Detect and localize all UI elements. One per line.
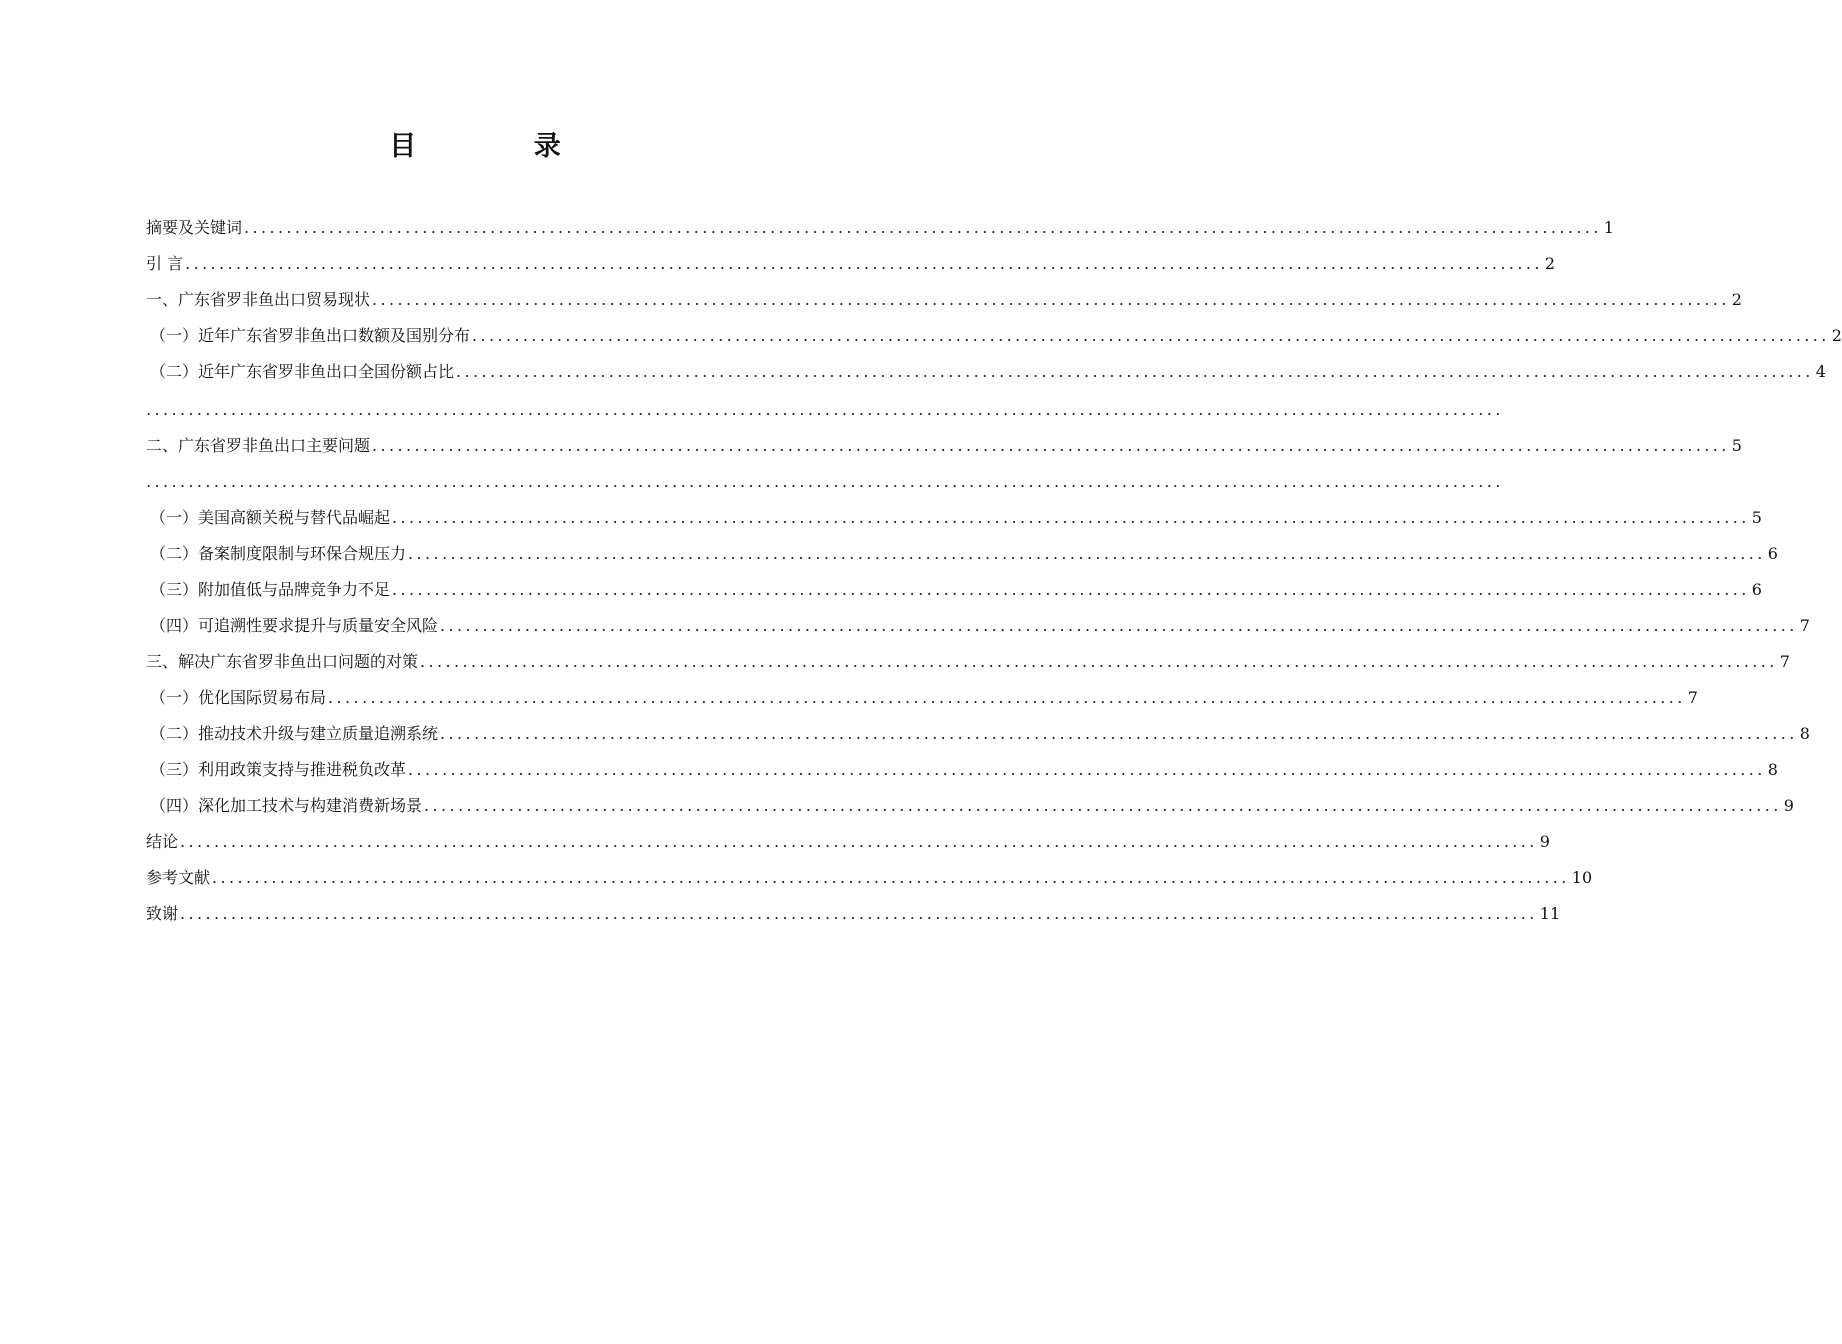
dot-leader: ................................................................................................................................................................: [472, 326, 1830, 345]
dot-leader: ................................................................................................................................................................: [392, 580, 1750, 599]
dot-leader: ................................................................................................................................................................: [212, 868, 1570, 887]
dot-leader: ................................................................................................................................................................: [180, 904, 1538, 923]
dot-leader: ................................................................................................................................................................: [244, 218, 1602, 237]
toc-entry[interactable]: [146, 252, 1556, 276]
dot-leader: ................................................................................................................................................................: [372, 290, 1730, 309]
toc-entry-label: （三）利用政策支持与推进税负改革: [150, 760, 407, 779]
dot-leader-line: ................................................................................................................................................................: [146, 400, 1504, 419]
toc-entry[interactable]: [146, 758, 1778, 782]
toc-entry-page: 5: [1751, 508, 1762, 527]
toc-entry-page: 10: [1571, 868, 1593, 887]
toc-entry[interactable]: [146, 288, 1742, 312]
toc-entry[interactable]: [146, 324, 1842, 348]
toc-entry-page: 8: [1799, 724, 1810, 743]
toc-entry[interactable]: [146, 794, 1794, 818]
dot-leader: ................................................................................................................................................................: [440, 616, 1798, 635]
toc-entry-label: 摘要及关键词: [146, 218, 243, 237]
toc-entry[interactable]: [146, 506, 1762, 530]
toc-entry[interactable]: [146, 686, 1698, 710]
toc-entry-page: 11: [1539, 904, 1561, 923]
toc-entry[interactable]: [146, 578, 1762, 602]
dot-leader: ................................................................................................................................................................: [372, 436, 1730, 455]
dot-leader: ................................................................................................................................................................: [408, 760, 1766, 779]
toc-entry-page: 7: [1779, 652, 1790, 671]
toc-entry-label: （三）附加值低与品牌竞争力不足: [150, 580, 391, 599]
toc-entry-label: 致谢: [146, 904, 179, 923]
page-title: 目 录: [389, 131, 615, 162]
toc-entry-label: （四）深化加工技术与构建消费新场景: [150, 796, 423, 815]
toc-entry[interactable]: [146, 614, 1810, 638]
toc-entry-page: 9: [1783, 796, 1794, 815]
toc-entry-label: 引 言: [146, 254, 184, 273]
toc-entry-page: 7: [1799, 616, 1810, 635]
toc-entry-page: 5: [1731, 436, 1742, 455]
dot-leader: ................................................................................................................................................................: [456, 362, 1814, 381]
toc-entry[interactable]: [146, 542, 1778, 566]
toc-entry[interactable]: [146, 830, 1550, 854]
toc-entry-page: 1: [1603, 218, 1614, 237]
toc-entry-label: 参考文献: [146, 868, 211, 887]
dot-leader: ................................................................................................................................................................: [180, 832, 1538, 851]
dot-leader: ................................................................................................................................................................: [392, 508, 1750, 527]
toc-entry[interactable]: [146, 434, 1742, 458]
toc-entry-label: （一）近年广东省罗非鱼出口数额及国别分布: [150, 326, 471, 345]
toc-entry-label: （四）可追溯性要求提升与质量安全风险: [150, 616, 439, 635]
toc-entry-page: 2: [1544, 254, 1556, 273]
toc-entry-label: （一）优化国际贸易布局: [150, 688, 327, 707]
dot-leader: ................................................................................................................................................................: [185, 254, 1543, 273]
toc-entry-page: 8: [1767, 760, 1778, 779]
toc-entry-label: 二、广东省罗非鱼出口主要问题: [146, 436, 371, 455]
dot-leader-line: ................................................................................................................................................................: [146, 472, 1504, 491]
toc-entry[interactable]: [146, 722, 1810, 746]
toc-entry-label: （一）美国高额关税与替代品崛起: [150, 508, 391, 527]
toc-entry[interactable]: [146, 650, 1790, 674]
toc-entry[interactable]: [146, 216, 1614, 240]
dot-leader: ................................................................................................................................................................: [328, 688, 1686, 707]
toc-entry[interactable]: [146, 360, 1826, 384]
dot-leader: ................................................................................................................................................................: [408, 544, 1766, 563]
toc-entry-label: 一、广东省罗非鱼出口贸易现状: [146, 290, 371, 309]
toc-entry[interactable]: [146, 902, 1561, 926]
dot-leader: ................................................................................................................................................................: [420, 652, 1778, 671]
toc-entry-page: 2: [1731, 290, 1742, 309]
toc-entry[interactable]: [146, 866, 1593, 890]
dot-leader: ................................................................................................................................................................: [440, 724, 1798, 743]
toc-entry-label: （二）备案制度限制与环保合规压力: [150, 544, 407, 563]
toc-entry-page: 2: [1831, 326, 1842, 345]
toc-entry-page: 6: [1767, 544, 1778, 563]
toc-entry-page: 6: [1751, 580, 1762, 599]
toc-entry-label: （二）推动技术升级与建立质量追溯系统: [150, 724, 439, 743]
toc-entry-label: （二）近年广东省罗非鱼出口全国份额占比: [150, 362, 455, 381]
toc-entry-label: 结论: [146, 832, 179, 851]
toc-entry-page: 4: [1815, 362, 1826, 381]
toc-entry-page: 7: [1687, 688, 1698, 707]
toc-entry-page: 9: [1539, 832, 1550, 851]
toc-entry-label: 三、解决广东省罗非鱼出口问题的对策: [146, 652, 419, 671]
dot-leader: ................................................................................................................................................................: [424, 796, 1782, 815]
